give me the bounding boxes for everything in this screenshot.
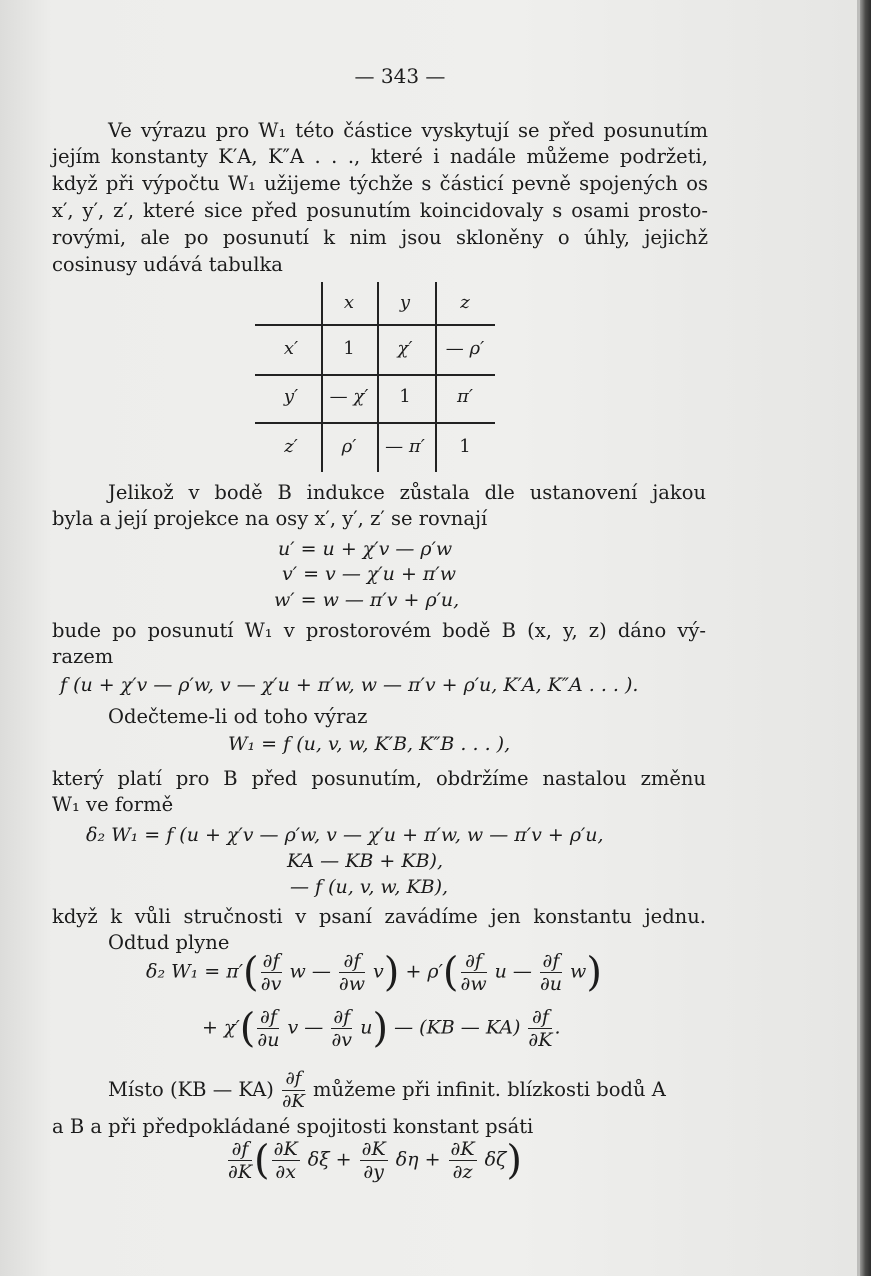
row-label: y′ [283, 386, 299, 407]
equation: f (u + χ′v — ρ′w, v — χ′u + π′w, w — π′v + ρ′u, K′A, K″A . . . ). [60, 674, 639, 696]
text-line: který platí pro B před posunutím, obdržíme nastalou změnu [52, 767, 706, 790]
col-header: z [460, 292, 470, 313]
equation: δ₂ W₁ = f (u + χ′v — ρ′w, v — χ′u + π′w, w — π′v + ρ′u, [86, 824, 604, 846]
equation: w′ = w — π′v + ρ′u, [274, 589, 460, 611]
table-cell: — χ′ [329, 386, 369, 407]
table-cell: 1 [459, 436, 471, 457]
gradient-expression: $\frac{\partial f}{\partial K}$ ( $\frac{\partial K}{\partial x}$ δξ + $\frac{\partial K}{\partial y}$ δη + $\frac{\partial K}{\partial z}$ δζ) [228, 1137, 522, 1184]
text-line: a B a při předpokládané spojitosti konstant psáti [52, 1115, 534, 1138]
derivative-equation-line1: δ₂ W₁ = π′( $\frac{\partial f}{\partial v}$ w — $\frac{\partial f}{\partial w}$ v) + ρ′( $\frac{\partial f}{\partial w}$ u — $\frac{\partial f}{\partial u}$ w) [146, 949, 602, 996]
equation: u′ = u + χ′v — ρ′w [278, 538, 453, 560]
derivative-equation-line2: + χ′( $\frac{\partial f}{\partial u}$ v — $\frac{\partial f}{\partial v}$ u) — (KB — KA) $\frac{\partial f}{\partial K}$ . [202, 1005, 561, 1052]
text-line: když při výpočtu W₁ užijeme týchže s částicí pevně spojených os [52, 172, 708, 195]
book-edge [860, 0, 871, 1276]
page-number: — 343 — [354, 64, 446, 88]
text-line: Jelikož v bodě B indukce zůstala dle ustanovení jakou [108, 481, 706, 504]
text-line: Ve výrazu pro W₁ této částice vyskytují se před posunutím [108, 119, 708, 142]
col-header: y [399, 292, 411, 313]
cosine-table [255, 282, 495, 472]
table-cell: χ′ [397, 338, 413, 359]
table-cell: — π′ [385, 436, 425, 457]
text-line: rovými, ale po posunutí k nim jsou skloněny o úhly, jejichž [52, 226, 708, 249]
equation: — f (u, v, w, KB), [290, 876, 449, 898]
table-cell: ρ′ [341, 436, 357, 457]
text-line: Místo (KB — KA) $\frac{\partial f}{\partial K}$ můžeme při infinit. blízkosti bodů A [108, 1068, 666, 1112]
text-line: cosinusy udává tabulka [52, 253, 283, 276]
equation: KA — KB + KB), [287, 850, 443, 872]
text-line: bude po posunutí W₁ v prostorovém bodě B (x, y, z) dáno vý- [52, 619, 706, 642]
text-line: byla a její projekce na osy x′, y′, z′ se rovnají [52, 507, 488, 530]
text-line: Odečteme-li od toho výraz [108, 705, 368, 728]
col-header: x [343, 292, 355, 313]
table-cell: — ρ′ [445, 338, 485, 359]
text-line: razem [52, 645, 114, 668]
text-line: x′, y′, z′, které sice před posunutím koincidovaly s osami prosto- [52, 199, 708, 222]
text-line: jejím konstanty K′A, K″A . . ., které i nadále můžeme podržeti, [52, 145, 708, 168]
table-cell: 1 [399, 386, 411, 407]
row-label: z′ [284, 436, 298, 457]
row-label: x′ [283, 338, 299, 359]
equation: W₁ = f (u, v, w, K′B, K″B . . . ), [228, 733, 511, 755]
table-cell: π′ [457, 386, 473, 407]
text-line: W₁ ve formě [52, 793, 174, 816]
text-line: Odtud plyne [108, 931, 230, 954]
equation: v′ = v — χ′u + π′w [282, 563, 456, 585]
table-cell: 1 [343, 338, 355, 359]
text-line: když k vůli stručnosti v psaní zavádíme jen konstantu jednu. [52, 905, 706, 928]
